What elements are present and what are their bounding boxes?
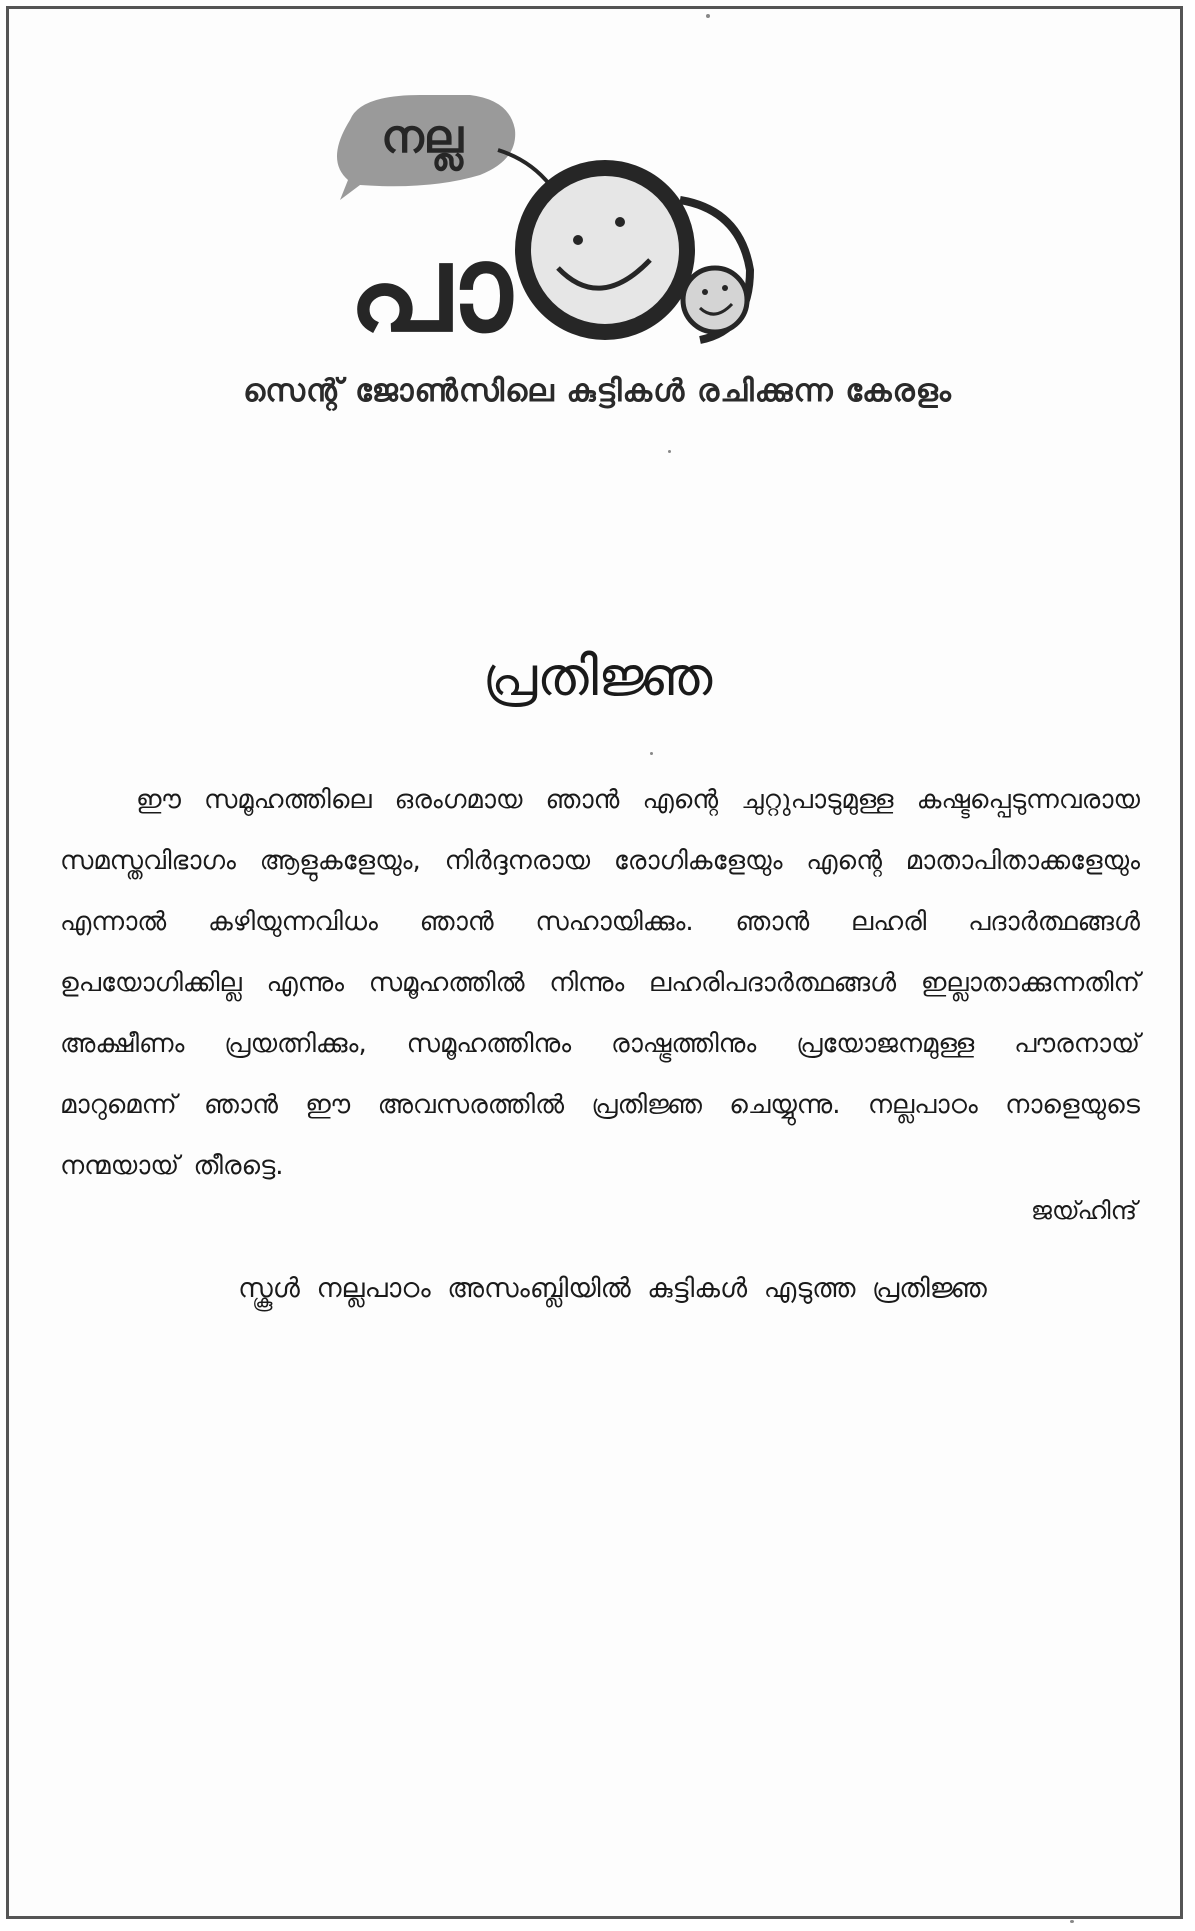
logo-small-face: [683, 268, 747, 332]
logo-main-text: പാ: [348, 220, 512, 359]
scan-speck: [668, 450, 671, 453]
caption-text: സ്കൂൾ നല്ലപാഠം അസംബ്ലിയിൽ കുട്ടികൾ എടുത്ത പ്രതിജ്ഞ: [238, 1273, 987, 1304]
nallapadam-logo: [320, 90, 840, 370]
page-title: പ്രതിജ്ഞ: [482, 645, 713, 708]
signoff-text: ജയ്ഹിന്ദ്: [1030, 1196, 1137, 1225]
scan-speck: [706, 14, 710, 18]
pledge-paragraph: ഈ സമൂഹത്തിലെ ഒരംഗമായ ഞാൻ എന്റെ ചുറ്റുപാടുമുള്ള കഷ്ടപ്പെടുന്നവരായ സമസ്തവിഭാഗം ആളുകളേയും, നിർദ്ദനരായ രോഗികളേയും എന്റെ മാതാപിതാക്കളേയും എന്നാൽ കഴിയുന്നവിധം ഞാൻ സഹായിക്കും. ഞാൻ ലഹരി പദാർത്ഥങ്ങൾ ഉപയോഗിക്കില്ല എന്നും സമൂഹത്തിൽ നിന്നും ലഹരിപദാർത്ഥങ്ങൾ ഇല്ലാതാക്കുന്നതിന് അക്ഷീണം പ്രയത്നിക്കും, സമൂഹത്തിനും രാഷ്ട്രത്തിനും പ്രയോജനമുള്ള പൗരനായ് മാറുമെന്ന് ഞാൻ ഈ അവസരത്തിൽ പ്രതിജ്ഞ ചെയ്യുന്നു. നല്ലപാഠം നാളെയുടെ നന്മയായ് തീരട്ടെ.: [60, 785, 1140, 1181]
scan-speck: [650, 752, 653, 755]
logo-bubble-text: നല്ല: [380, 109, 464, 163]
scan-speck: [1070, 1920, 1074, 1923]
logo-subtitle: സെന്റ് ജോൺസിലെ കുട്ടികൾ രചിക്കുന്ന കേരളം: [243, 373, 952, 409]
logo-big-face: [523, 168, 687, 332]
